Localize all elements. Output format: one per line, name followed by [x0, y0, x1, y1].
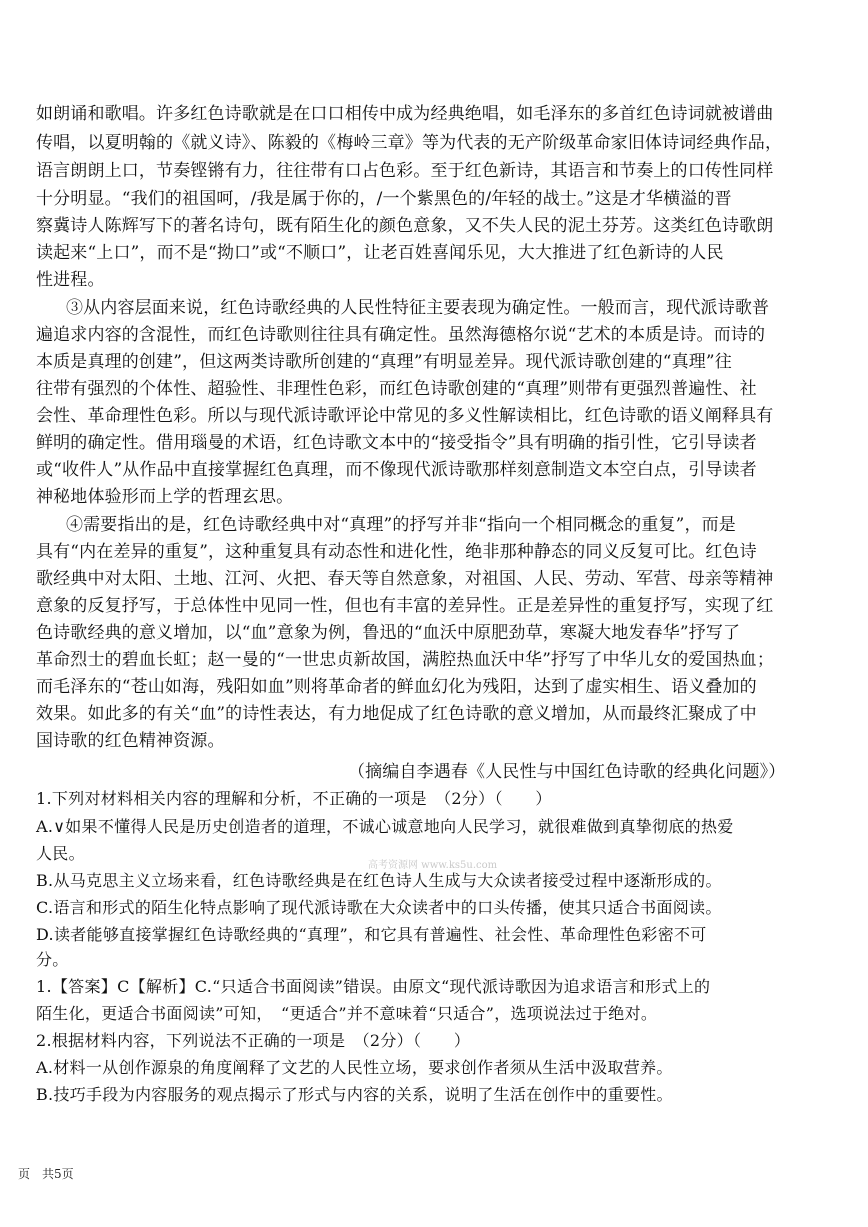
- question-1-stem: 1.下列对材料相关内容的理解和分析，不正确的一项是 （2分）（ ）: [36, 789, 552, 808]
- passage-line: 遍追求内容的含混性，而红色诗歌则往往具有确定性。虽然海德格尔说“艺术的本质是诗。而诗的: [36, 325, 766, 345]
- passage-line: 本质是真理的创建”，但这两类诗歌所创建的“真理”有明显差异。现代派诗歌创建的“真理”往: [36, 352, 732, 372]
- passage-line: 性进程。: [36, 270, 105, 290]
- watermark: 高考资源网 www.ks5u.com: [368, 860, 498, 871]
- passage-line: ③从内容层面来说，红色诗歌经典的人民性特征主要表现为确定性。一般而言，现代派诗歌普: [66, 298, 770, 318]
- question-2-stem: 2.根据材料内容，下列说法不正确的一项是 （2分）（ ）: [36, 1031, 471, 1050]
- passage-line: 或“收件人”从作品中直接掌握红色真理，而不像现代派诗歌那样刻意制造文本空白点，引导读者: [36, 460, 757, 480]
- passage-line: 具有“内在差异的重复”，这种重复具有动态性和进化性，绝非那种静态的同义反复可比。红色诗: [36, 542, 757, 562]
- passage-line: 读起来“上口”，而不是“拗口”或“不顺口”，让老百姓喜闻乐见，大大推进了红色新诗的人民: [36, 243, 724, 263]
- passage-line: 会性、革命理性色彩。所以与现代派诗歌评论中常见的多义性解读相比，红色诗歌的语义阐释具有: [36, 406, 774, 426]
- source-citation: （摘编自李遇春《人民性与中国红色诗歌的经典化问题》）: [348, 762, 786, 782]
- passage-line: 传唱，以夏明翰的《就义诗》、陈毅的《梅岭三章》等为代表的无产阶级革命家旧体诗词经典作品，: [36, 133, 783, 153]
- passage-line: 如朗诵和歌唱。许多红色诗歌就是在口口相传中成为经典绝唱，如毛泽东的多首红色诗词就被谱曲: [36, 104, 774, 124]
- answer-1: 1.【答案】C【解析】C.“只适合书面阅读”错误。由原文“现代派诗歌因为追求语言和形式上的: [36, 977, 711, 996]
- question-1-option-b: B.从马克思主义立场来看，红色诗歌经典是在红色诗人生成与大众读者接受过程中逐渐形成的。: [36, 871, 722, 890]
- question-1-option-a: A.∨如果不懂得人民是历史创造者的道理，不诚心诚意地向人民学习，就很难做到真挚彻底的热爱: [36, 817, 734, 836]
- passage-line: 而毛泽东的“苍山如海，残阳如血”则将革命者的鲜血幻化为残阳，达到了虚实相生、语义叠加的: [36, 677, 757, 697]
- passage-line: 鲜明的确定性。借用瑙曼的术语，红色诗歌文本中的“接受指令”具有明确的指引性，它引导读者: [36, 433, 757, 453]
- passage-line: 神秘地体验形而上学的哲理玄思。: [36, 487, 294, 507]
- passage-line: 意象的反复抒写，于总体性中见同一性，但也有丰富的差异性。正是差异性的重复抒写，实现了红: [36, 596, 774, 616]
- question-2-option-b: B.技巧手段为内容服务的观点揭示了形式与内容的关系，说明了生活在创作中的重要性。: [36, 1085, 673, 1104]
- passage-line: 色诗歌经典的意义增加，以“血”意象为例，鲁迅的“血沃中原肥劲草，寒凝大地发春华”抒写了: [36, 623, 741, 643]
- question-1-option-a-cont: 人民。: [36, 844, 85, 863]
- answer-1-cont: 陌生化，更适合书面阅读”可知， “更适合”并不意味着“只适合”，选项说法过于绝对。: [36, 1004, 658, 1023]
- question-2-option-a: A.材料一从创作源泉的角度阐释了文艺的人民性立场，要求创作者须从生活中汲取营养。: [36, 1058, 673, 1077]
- passage-line: 歌经典中对太阳、土地、江河、火把、春天等自然意象，对祖国、人民、劳动、军营、母亲等精神: [36, 569, 774, 589]
- passage-line: 察冀诗人陈辉写下的著名诗句，既有陌生化的颜色意象，又不失人民的泥土芬芳。这类红色诗歌朗: [36, 216, 774, 236]
- question-1-option-d-cont: 分。: [36, 950, 69, 969]
- question-1-option-c: C.语言和形式的陌生化特点影响了现代派诗歌在大众读者中的口头传播，使其只适合书面阅读。: [36, 898, 722, 917]
- passage-line: 十分明显。“我们的祖国呵，/我是属于你的，/一个紫黑色的/年轻的战士。”这是才华横溢的晋: [36, 189, 732, 209]
- question-1-option-d: D.读者能够直接掌握红色诗歌经典的“真理”，和它具有普遍性、社会性、革命理性色彩密不可: [36, 925, 707, 944]
- passage-line: 革命烈士的碧血长虹；赵一曼的“一世忠贞新故国，满腔热血沃中华”抒写了中华儿女的爱国热血；: [36, 650, 774, 670]
- passage-line: 语言朗朗上口，节奏铿锵有力，往往带有口占色彩。至于红色新诗，其语言和节奏上的口传性同样: [36, 161, 774, 181]
- page-footer: 页 共5页: [18, 1167, 74, 1181]
- passage-line: 效果。如此多的有关“血”的诗性表达，有力地促成了红色诗歌的意义增加，从而最终汇聚成了中: [36, 704, 757, 724]
- passage-line: 往带有强烈的个体性、超验性、非理性色彩，而红色诗歌创建的“真理”则带有更强烈普遍性、社: [36, 379, 757, 399]
- passage-line: ④需要指出的是，红色诗歌经典中对“真理”的抒写并非“指向一个相同概念的重复”，而是: [66, 515, 736, 535]
- passage-line: 国诗歌的红色精神资源。: [36, 731, 225, 751]
